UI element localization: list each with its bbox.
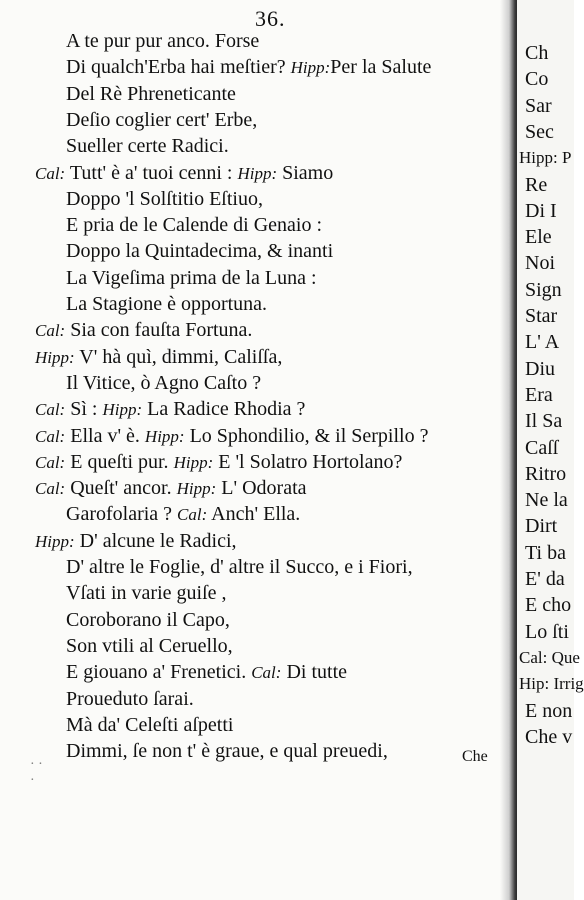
verse-text: Tutt' è a' tuoi cenni :	[65, 161, 238, 184]
verse-text: Sueller certe Radici.	[66, 135, 229, 158]
verse-text: Coroborano il Capo,	[66, 608, 230, 631]
right-text-fragment: Ch	[525, 42, 549, 64]
speaker-label: Cal:	[35, 400, 66, 420]
right-text-fragment: Che v	[525, 725, 573, 748]
speaker-label: Cal:	[35, 452, 66, 472]
verse-text: Dimmi, ſe non t' è graue, e qual preuedi,	[66, 740, 388, 763]
ink-specks: · · ·	[30, 757, 43, 788]
speaker-label: Hipp:	[144, 426, 185, 446]
right-text-fragment: Sar	[525, 94, 552, 117]
text-line	[66, 686, 194, 712]
speaker-label: Hipp:	[176, 479, 217, 499]
verse-text: La Vigeſima prima de la Luna :	[66, 266, 317, 289]
right-text-fragment: L' A	[525, 331, 560, 354]
text-line	[35, 423, 428, 450]
verse-text: Doppo la Quintadecima, & inanti	[66, 240, 334, 263]
verse-text: Ella v' è.	[65, 424, 145, 447]
speaker-label: Hipp:	[173, 452, 214, 472]
verse-text: E queſti pur.	[65, 450, 174, 473]
verse-text: Doppo 'l Solſtitio Eſtiuo,	[66, 187, 263, 210]
right-text-fragment: Caſſ	[525, 436, 559, 459]
verse-text: Sì :	[65, 398, 103, 421]
right-text-fragment: Di I	[525, 199, 557, 222]
text-line	[35, 396, 305, 423]
text-line	[66, 81, 236, 107]
page-number: 36.	[255, 6, 286, 31]
speaker-label: Cal:	[35, 163, 66, 183]
text-line	[35, 449, 402, 476]
verse-text: Di tutte	[281, 661, 347, 684]
verse-text: Del Rè Phreneticante	[66, 82, 236, 105]
verse-text: Proueduto ſarai.	[66, 687, 194, 710]
verse-text: Vſati in varie guiſe ,	[66, 582, 227, 605]
verse-text: Sia con fauſta Fortuna.	[65, 319, 253, 342]
verse-text: Di qualch'Erba hai meſtier?	[66, 56, 291, 79]
text-line	[66, 265, 317, 291]
text-line	[35, 344, 282, 371]
right-text-fragment: E non	[525, 699, 573, 722]
right-text-fragment: Il Sa	[525, 410, 563, 433]
verse-text: Queſt' ancor.	[65, 477, 177, 500]
text-line	[66, 107, 257, 133]
text-line	[66, 212, 322, 238]
text-line	[66, 501, 300, 528]
verse-text: Siamo	[277, 161, 334, 184]
verse-text: Son vtili al Ceruello,	[66, 634, 233, 657]
text-line	[66, 633, 233, 659]
text-line	[66, 370, 261, 396]
verse-text: Il Vitice, ò Agno Caſto ?	[66, 371, 262, 394]
text-line	[66, 186, 263, 212]
right-text-fragment: Co	[525, 68, 549, 91]
verse-text: E giouano a' Frenetici.	[66, 661, 252, 684]
right-text-fragment: Hip: Irrig	[519, 674, 584, 694]
speaker-label: Hipp:	[35, 347, 75, 367]
speaker-label: Cal:	[251, 663, 282, 683]
verse-text: A te pur pur anco. Forse	[66, 30, 260, 52]
text-line	[66, 54, 431, 81]
text-line	[66, 659, 347, 686]
speaker-label: Cal:	[35, 426, 66, 446]
verse-text: Anch' Ella.	[207, 503, 301, 526]
speaker-label: Hipp:	[35, 531, 75, 551]
verse-text: La Radice Rhodia ?	[142, 398, 306, 421]
verse-text: Mà da' Celeſti aſpetti	[66, 713, 234, 736]
text-line	[66, 554, 413, 580]
text-line	[35, 475, 307, 502]
text-line	[35, 317, 252, 344]
verse-text: Garofolaria ?	[66, 503, 178, 526]
speaker-label: Hipp:	[102, 400, 143, 420]
right-text-fragment: Ele	[525, 226, 552, 249]
text-line	[66, 712, 233, 738]
speaker-label: Cal:	[35, 321, 66, 341]
verse-text: Per la Salute	[330, 56, 432, 79]
verse-text: D' altre le Foglie, d' altre il Succo, e i Fiori,	[66, 556, 413, 578]
text-line	[35, 528, 237, 555]
verse-text: La Stagione è opportuna.	[66, 293, 268, 315]
right-text-fragment: E' da	[525, 568, 565, 590]
right-text-fragment: Ritro	[525, 462, 567, 485]
right-text-fragment: Era	[525, 383, 553, 406]
right-text-fragment: Sec	[525, 120, 554, 143]
verse-text: L' Odorata	[216, 477, 307, 500]
right-text-fragment: Star	[525, 305, 558, 327]
verse-text: V' hà quì, dimmi, Caliſſa,	[74, 345, 283, 368]
text-line	[66, 133, 229, 159]
verse-text: E 'l Solatro Hortolano?	[213, 450, 403, 473]
text-line	[66, 580, 227, 606]
right-text-fragment: Noi	[525, 252, 555, 275]
right-text-fragment: E cho	[525, 594, 572, 617]
right-text-fragment: Dirt	[525, 515, 558, 538]
right-text-fragment: Diu	[525, 357, 555, 380]
right-text-fragment: Cal: Que	[519, 647, 580, 667]
speaker-label: Cal:	[35, 479, 66, 499]
verse-text: Lo Sphondilio, & il Serpillo ?	[184, 424, 429, 447]
text-line	[35, 160, 333, 187]
speaker-label: Hipp:	[237, 163, 278, 183]
text-line	[66, 607, 230, 633]
text-line	[66, 738, 388, 764]
verse-text: E pria de le Calende di Genaio :	[66, 214, 323, 237]
right-text-fragment: Ne la	[525, 489, 568, 512]
right-text-fragment: Hipp: P	[519, 148, 572, 168]
right-text-fragment: Lo ſti	[525, 620, 569, 643]
speaker-label: Cal:	[177, 505, 208, 525]
right-text-fragment: Re	[525, 173, 548, 196]
catchword: Che	[462, 748, 488, 765]
right-text-fragment: Ti ba	[525, 541, 566, 564]
verse-text: Deſio coglier cert' Erbe,	[66, 108, 258, 131]
speaker-label: Hipp:	[290, 58, 331, 78]
right-page	[517, 0, 584, 900]
verse-text: D' alcune le Radici,	[74, 529, 237, 552]
right-text-fragment: Sign	[525, 278, 562, 301]
text-line	[66, 28, 259, 54]
text-line	[66, 291, 267, 317]
text-line	[66, 238, 333, 264]
